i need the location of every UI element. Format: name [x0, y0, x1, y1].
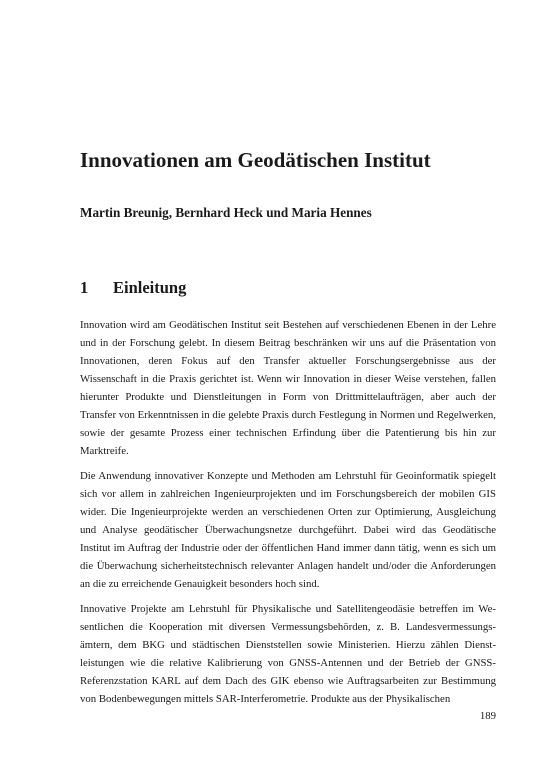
author-list: Martin Breunig, Bernhard Heck und Maria Hennes [80, 205, 372, 220]
section-title: Einleitung [113, 278, 187, 297]
paper-title: Innovationen am Geodätischen Institut [80, 148, 431, 172]
section-number: 1 [80, 278, 89, 297]
page-number: 189 [479, 710, 496, 722]
paragraph-3: Innovative Projekte am Lehrstuhl für Physikalische und Satellitengeodäsie betreffen im Wesentlichen die Kooperation mit diversen Vermessungsbehörden, z. B. Landesvermessungsämtern, dem BKG und städtischen Dienststellen sowie Ministerien. Hierzu zählen Dienstleistungen wie die relative Kalibrierung von GNSS-Antennen und der Betrieb der GNSS-Referenzstation KARL auf dem Dach des GIK ebenso wie Auftragsarbeiten zur Bestimmung von Bodenbewegungen mittels SAR-Interferometrie. Produkte aus der Physikalischen [80, 603, 496, 705]
paragraph-1: Innovation wird am Geodätischen Institut seit Bestehen auf verschiedenen Ebenen in der Lehre und in der Forschung gelebt. In diesem Beitrag beschränken wir uns auf die Präsentation von Innovationen, deren Fokus auf den Transfer aktueller Forschungsergebnisse aus der Wissenschaft in die Praxis gerichtet ist. Wenn wir Innovation in dieser Weise verstehen, fallen hierunter Produkte und Dienstleitungen in Form von Drittmittelaufträgen, aber auch der Transfer von Erkenntnissen in die gelebte Praxis durch Festlegung in Normen und Regelwerken, sowie der gesamte Prozess einer technischen Erfindung über die Patentierung bis hin zur Marktreife. [80, 319, 496, 457]
paragraph-2: Die Anwendung innovativer Konzepte und Methoden am Lehrstuhl für Geoinformatik spiegelt sich vor allem in zahlreichen Ingenieurprojekten und im Forschungsbereich der mobilen GIS wider. Die Ingenieurprojekte werden an verschiedenen Orten zur Optimierung, Ausgleichung und Analyse geodätischer Überwachungsnetze durchgeführt. Dabei wird das Geodätische Institut im Auftrag der Industrie oder der öffentlichen Hand immer dann tätig, wenn es sich um die Überwachung sicherheitstechnisch relevanter Anlagen handelt und/oder die Anforderungen an die zu erreichende Genauigkeit besonders hoch sind. [80, 470, 496, 590]
section-heading [80, 278, 500, 298]
body-text [80, 316, 496, 715]
